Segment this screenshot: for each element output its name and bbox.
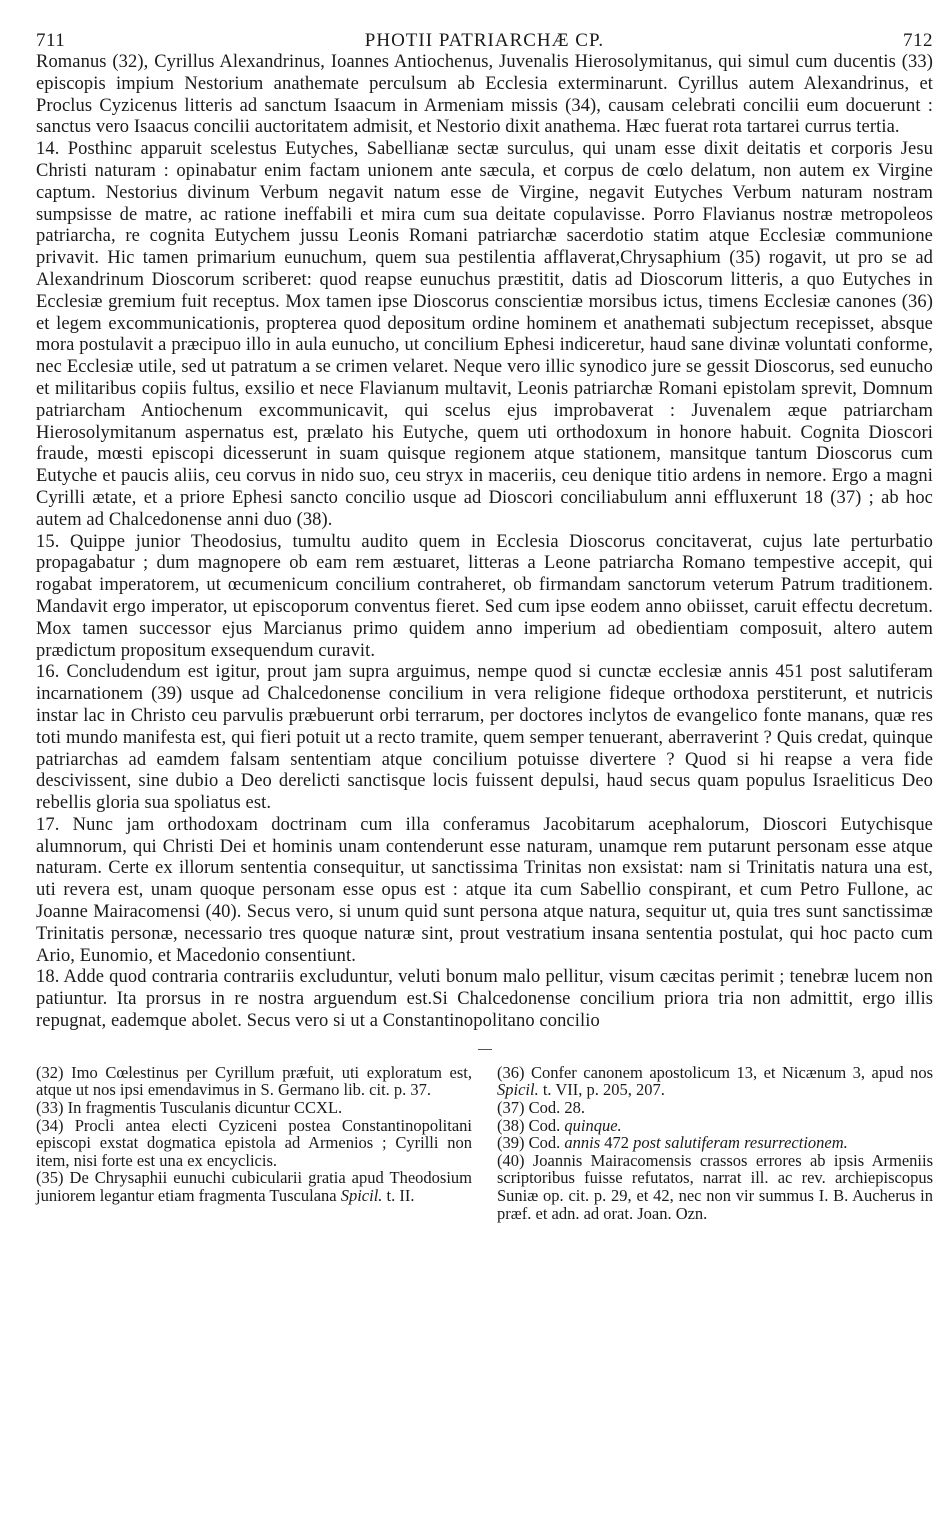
footnote-40: (40) Joannis Mairacomensis crassos errores ab ipsis Armeniis scriptoribus fuisse refutatos, narrat ill. ac rev. archiepiscopus Suniæ op. cit. p. 29, et 42, nec non vir summus I. B. Aucherus in præf. et adn. ad orat. Joan. Ozn. <box>497 1150 933 1223</box>
footnote-36-tail: t. VII, p. 205, 207. <box>538 1080 665 1100</box>
footnote-35-text: (35) De Chrysaphii eunuchi cubicularii gratia apud Theodosium juniorem legantur etiam fragmenta Tusculana <box>36 1168 472 1206</box>
paragraph-16: 16. Concludendum est igitur, prout jam supra arguimus, nempe quod si cunctæ ecclesiæ annis 451 post salutiferam incarnationem (39) usque ad Chalcedonense concilium in vera religione fideque orthodoxa perstiterunt, et nutricis instar lac in Christo ceu parvulis præbuerunt orbi terrarum, per doctores inclytos de evangelico fonte manans, quæ res toti mundo manifesta est, qui fieri potuit ut a recto tramite, quem semper tenuerant, aberraverint ? Quis credat, quinque patriarchas ad eamdem falsam sententiam atque concilium potuisse divertere ? Quod si hi reapse a vera fide descivissent, sine dubio a Deo derelicti sanctisque locis fuissent depulsi, haud secus quam populus Israeliticus Deo rebellis gloria sua spoliatus est. <box>36 662 933 814</box>
footnote-39-italic-b: post salutiferam resurrectionem. <box>633 1133 848 1153</box>
paragraph-15: 15. Quippe junior Theodosius, tumultu audito quem in Ecclesia Dioscorus concitaverat, cujus late perturbatio propagabatur ; dum magnopere ob eam rem æstuaret, litteras a Leone patriarcha Romano tempestive accepit, qui rogabat imperatorem, ut œcumenicum concilium contraheret, ob firmandam sanctorum veterum Patrum traditionem. Mandavit ergo imperator, ut episcoporum conventus fieret. Sed cum ipse eodem anno obiisset, caruit effectu decretum. Mox tamen successor ejus Marcianus primo quidem anno imperium ad obedientiam composuit, altero autem prædictum propositum exsequendum curavit. <box>36 531 933 661</box>
footnote-36-text: (36) Confer canonem apostolicum 13, et Nicænum 3, apud nos <box>497 1062 933 1082</box>
running-title: PHOTII PATRIARCHÆ CP. <box>364 30 605 51</box>
footnote-35 <box>36 1169 472 1204</box>
footnote-37: (37) Cod. 28. <box>497 1098 585 1118</box>
footnote-38-italic: quinque. <box>564 1115 622 1135</box>
footnote-35-tail: t. II. <box>382 1186 415 1206</box>
main-text <box>36 52 933 1033</box>
paragraph-18: 18. Adde quod contraria contrariis excluduntur, veluti bonum malo pellitur, visum cæcitas perimit ; tenebræ lucem non patiuntur. Ita prorsus in re nostra arguendum est.Si Chalcedonense concilium priora tria non admittit, ergo illis repugnat, eademque abolet. Secus vero si ut a Constantinopolitano concilio <box>36 967 933 1032</box>
footnotes <box>36 1064 933 1222</box>
footnote-39-text: (39) Cod. <box>497 1133 565 1153</box>
page-number-left: 711 <box>36 30 66 51</box>
footnote-39-mid: 472 <box>600 1133 634 1153</box>
footnote-33: (33) In fragmentis Tusculanis dicuntur CCXL. <box>36 1098 343 1118</box>
paragraph-14: 14. Posthinc apparuit scelestus Eutyches, Sabellianæ sectæ surculus, qui unam esse dixit deitatis et corporis Jesu Christi naturam : opinabatur enim factam unionem ante sæcula, et corpus de cœlo delatum, non autem ex Virgine captum. Nestorius divinum Verbum negavit natum esse de Virgine, negavit Eutyches Verbum naturam nostram sumpsisse de matre, ac ratione ineffabili et mira cum sua deitate copulavisse. Porro Flavianus nostræ metropoleos patriarcha, re cognita Eutychem jussu Leonis Romani patriarchæ sacerdotio statim atque Ecclesiæ communione privavit. Hic tamen primarium eunuchum, quem sua pestilentia afflaverat,Chrysaphium (35) rogavit, ut pro se ad Alexandrinum Dioscorum scriberet: quod reapse eunuchus præstitit, datis ad Dioscorum litteris, a quo Eutyches in Ecclesiæ gremium fuit receptus. Mox tamen ipse Dioscorus conscientiæ morsibus ictus, timens Ecclesiæ canones (36) et legem excommunicationis, propterea quod depositum ordine hominem et anathemati subjectum recepisset, absque mora postulavit a præcipuo illo in aula eunucho, ut concilium Ephesi indiceretur, haud sane divinæ voluntati conforme, nec Ecclesiæ utile, sed ut patratum a se crimen velaret. Neque vero illic synodico jure se gessit Dioscorus, sed eunucho et militaribus copiis fultus, exsilio et nece Flavianum multavit, Leonis patriarchæ Romani epistolam sprevit, Domnum patriarcham Antiochenum excommunicavit, qui scelus ejus improbaverat : Juvenalem æque patriarcham Hierosolymitanum aspernatus est, prælato his Eutyche, quem uti orthodoxum in honore habuit. Cognita Dioscori fraude, mœsti episcopi dicesserunt in suam quisque regionem atque stationem, mansitque tantum Dioscorus cum Eutyche et paucis aliis, ceu corvus in nido suo, ceu stryx in maceriis, ceu denique titio ardens in nemore. Ergo a magni Cyrilli ætate, et a priore Ephesi sancto concilio usque ad Dioscori conciliabulum anni effluxerunt 18 (37) ; ab hoc autem ad Chalcedonense anni duo (38). <box>36 139 933 530</box>
footnote-38 <box>497 1117 933 1135</box>
paragraph-17: 17. Nunc jam orthodoxam doctrinam cum illa conferamus Jacobitarum acephalorum, Dioscori Eutychisque alumnorum, qui Christi Dei et hominis unam contenderunt esse naturam, unamque rem putarunt personam esse atque naturam. Certe ex illorum sententia consequitur, ut sanctissima Trinitas non exsistat: nam si Trinitatis natura una est, uti revera est, unam quoque personam esse opus est : atque ita cum Sabellio conspirant, et cum Petro Fullone, ac Joanne Mairacomensi (40). Secus vero, si unum quid sunt persona atque natura, sequitur ut, quia tres sunt sanctissimæ Trinitatis personæ, necessario tres quoque naturæ sint, prout vestratium insana sententia postulat, qui hoc pacto cum Ario, Eunomio, et Macedonio consentiunt. <box>36 814 933 966</box>
paragraph-intro: Romanus (32), Cyrillus Alexandrinus, Ioannes Antiochenus, Juvenalis Hierosolymitanus, qui simul cum ducentis (33) episcopis impium Nestorium anathemate perculsum ab Ecclesia exterminarunt. Cyrillus autem Alexandrinus, et Proclus Cyzicenus litteris ad sanctum Isaacum in Armeniam missis (34), causam celebrati concilii eum docuerunt : sanctus vero Isaacus concilii auctoritatem admisit, et Nestorio dixit anathema. Hæc fuerat rota tartarei currus tertia. <box>36 52 933 138</box>
footnotes-right-column <box>497 1064 933 1222</box>
footnote-39 <box>497 1134 933 1152</box>
footnotes-left-column <box>36 1064 472 1222</box>
footnote-36 <box>497 1064 933 1099</box>
footnote-separator <box>478 1049 492 1050</box>
page-number-right: 712 <box>903 30 933 51</box>
footnote-39-italic-a: annis <box>564 1133 601 1153</box>
footnote-32: (32) Imo Cœlestinus per Cyrillum præfuit, uti exploratum est, atque ut nos ipsi emendavimus in S. Germano lib. cit. p. 37. <box>36 1062 472 1100</box>
footnote-34: (34) Procli antea electi Cyziceni postea Constantinopolitani episcopi exstat dogmatica epistola ad Armenios ; Cyrilli non item, nisi forte est una ex encyclicis. <box>36 1115 472 1170</box>
footnote-36-italic: Spicil. <box>497 1080 539 1100</box>
page <box>36 30 933 1222</box>
footnote-35-italic: Spicil. <box>340 1186 383 1206</box>
running-header <box>36 30 933 52</box>
footnote-38-text: (38) Cod. <box>497 1115 565 1135</box>
